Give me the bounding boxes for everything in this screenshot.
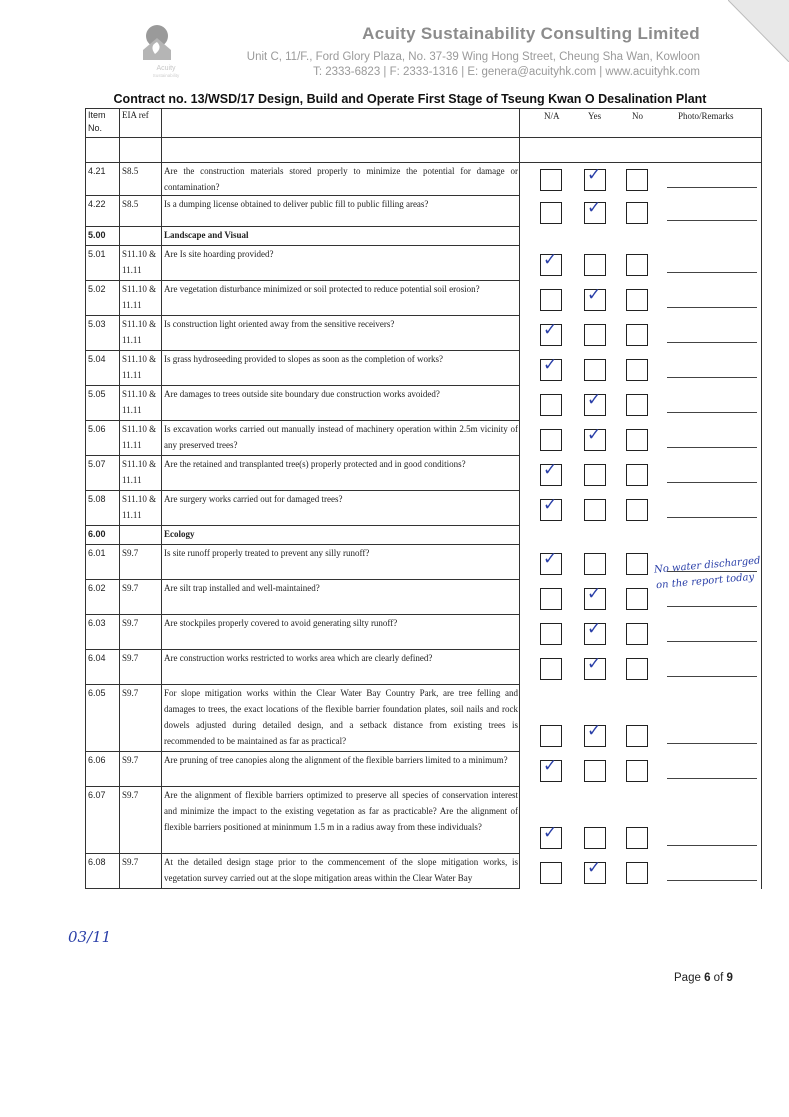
requirement-text xyxy=(162,281,520,316)
table-row xyxy=(86,456,762,491)
item-number-text: 5.00 xyxy=(88,230,106,240)
requirement-text xyxy=(162,650,520,685)
eia-ref-text: S11.10 & 11.11 xyxy=(122,354,157,380)
status-cell xyxy=(520,685,762,752)
item-number-text: 5.03 xyxy=(88,319,106,329)
page-total: 9 xyxy=(726,972,733,984)
table-spacer-row xyxy=(86,138,762,163)
status-cell xyxy=(520,854,762,889)
requirement-text-content: Are the construction materials stored properly to minimize the potential for damage or contamination? xyxy=(164,166,518,192)
requirement-text-content: Landscape and Visual xyxy=(164,230,249,240)
col-header-status xyxy=(520,109,762,138)
item-number xyxy=(86,685,120,752)
col-header-item-label: Item No. xyxy=(88,110,106,133)
requirement-text-content: Are damages to trees outside site boundary due construction works avoided? xyxy=(164,389,440,399)
requirement-text xyxy=(162,421,520,456)
eia-ref-text: S11.10 & 11.11 xyxy=(122,249,157,275)
requirement-text xyxy=(162,752,520,787)
checkbox-no[interactable] xyxy=(626,725,648,747)
item-number xyxy=(86,650,120,685)
checkbox-yes[interactable] xyxy=(584,827,606,849)
eia-ref xyxy=(120,787,162,854)
eia-ref xyxy=(120,386,162,421)
checkbox-no[interactable] xyxy=(626,760,648,782)
check-mark-icon: ✓ xyxy=(587,197,602,218)
company-name: Acuity Sustainability Consulting Limited xyxy=(362,24,700,43)
checkbox-no[interactable] xyxy=(626,499,648,521)
eia-ref-text: S9.7 xyxy=(122,618,139,628)
requirement-text xyxy=(162,580,520,615)
remarks-line xyxy=(667,676,757,677)
col-header-yes: Yes xyxy=(588,111,602,121)
requirement-text-content: Is construction light oriented away from the sensitive receivers? xyxy=(164,319,395,329)
section-row xyxy=(86,526,762,545)
item-number xyxy=(86,163,120,196)
item-number-text: 6.08 xyxy=(88,857,106,867)
eia-ref-text: S9.7 xyxy=(122,857,139,867)
requirement-text xyxy=(162,685,520,752)
table-row xyxy=(86,787,762,854)
checkbox-na[interactable] xyxy=(540,429,562,451)
item-number-text: 5.05 xyxy=(88,389,106,399)
status-cell xyxy=(520,456,762,491)
requirement-text-content: Are pruning of tree canopies along the alignment of the flexible barriers limited to a minimum? xyxy=(164,755,508,765)
page-number xyxy=(674,972,733,984)
status-cell xyxy=(520,421,762,456)
eia-ref xyxy=(120,316,162,351)
checkbox-na[interactable] xyxy=(540,588,562,610)
checkbox-yes[interactable] xyxy=(584,653,606,680)
requirement-text xyxy=(162,615,520,650)
checkbox-yes[interactable] xyxy=(584,553,606,575)
item-number-text: 5.08 xyxy=(88,494,106,504)
col-header-na: N/A xyxy=(544,111,560,121)
requirement-text xyxy=(162,456,520,491)
eia-ref xyxy=(120,246,162,281)
requirement-text-content: Are the alignment of flexible barriers optimized to preserve all species of conservation interest and minimize the impact to the existing vegetation as far as practicable? Are the alignment of flexible barriers positioned at mininmum 1.5 m in a radius away from these individuals? xyxy=(164,790,518,832)
page-current: 6 xyxy=(704,972,711,984)
eia-ref xyxy=(120,854,162,889)
item-number-text: 4.21 xyxy=(88,166,106,176)
checkbox-yes[interactable] xyxy=(584,389,606,416)
eia-ref-text: S11.10 & 11.11 xyxy=(122,319,157,345)
check-mark-icon: ✓ xyxy=(543,822,558,843)
item-number xyxy=(86,752,120,787)
item-number-text: 6.05 xyxy=(88,688,106,698)
check-mark-icon: ✓ xyxy=(543,354,558,375)
check-mark-icon: ✓ xyxy=(543,459,558,480)
item-number-text: 5.07 xyxy=(88,459,106,469)
item-number-text: 6.01 xyxy=(88,548,106,558)
checkbox-yes[interactable] xyxy=(584,583,606,610)
remarks-line xyxy=(667,482,757,483)
status-cell xyxy=(520,227,762,246)
eia-ref xyxy=(120,685,162,752)
item-number xyxy=(86,227,120,246)
page-label: Page xyxy=(674,972,701,984)
item-number xyxy=(86,456,120,491)
remarks-line xyxy=(667,342,757,343)
col-header-item xyxy=(86,109,120,138)
requirement-text xyxy=(162,196,520,227)
handwritten-remark-6-01-line2: on the report today xyxy=(655,571,755,592)
eia-ref xyxy=(120,752,162,787)
checkbox-no[interactable] xyxy=(626,254,648,276)
remarks-line xyxy=(667,307,757,308)
item-number-text: 6.06 xyxy=(88,755,106,765)
page-corner-fold xyxy=(728,0,789,62)
remarks-line xyxy=(667,220,757,221)
requirement-text-content: Is a dumping license obtained to deliver public fill to public filling areas? xyxy=(164,199,429,209)
eia-ref-text: S11.10 & 11.11 xyxy=(122,494,157,520)
checkbox-no[interactable] xyxy=(626,827,648,849)
requirement-text xyxy=(162,787,520,854)
item-number-text: 5.04 xyxy=(88,354,106,364)
checkbox-na[interactable] xyxy=(540,755,562,782)
requirement-text xyxy=(162,246,520,281)
item-number-text: 4.22 xyxy=(88,199,106,209)
table-row xyxy=(86,615,762,650)
table-row xyxy=(86,650,762,685)
eia-ref xyxy=(120,456,162,491)
item-number xyxy=(86,316,120,351)
requirement-text-content: Is grass hydroseeding provided to slopes as soon as the completion of works? xyxy=(164,354,443,364)
eia-ref xyxy=(120,281,162,316)
requirement-text xyxy=(162,163,520,196)
remarks-line xyxy=(667,641,757,642)
item-number-text: 6.02 xyxy=(88,583,106,593)
table-row xyxy=(86,351,762,386)
status-cell xyxy=(520,163,762,196)
eia-ref-text: S11.10 & 11.11 xyxy=(122,459,157,485)
table-row xyxy=(86,281,762,316)
checkbox-na[interactable] xyxy=(540,249,562,276)
check-mark-icon: ✓ xyxy=(587,857,602,878)
checkbox-na[interactable] xyxy=(540,354,562,381)
contract-title: Contract no. 13/WSD/17 Design, Build and Operate First Stage of Tseung Kwan O Desalination Plant xyxy=(113,92,707,106)
eia-ref-text: S11.10 & 11.11 xyxy=(122,389,157,415)
table-row xyxy=(86,752,762,787)
requirement-text xyxy=(162,491,520,526)
checkbox-yes[interactable] xyxy=(584,197,606,224)
spacer-cell xyxy=(86,138,120,163)
remarks-line xyxy=(667,880,757,881)
spacer-cell xyxy=(120,138,162,163)
checkbox-yes[interactable] xyxy=(584,284,606,311)
checkbox-na[interactable] xyxy=(540,862,562,884)
eia-ref xyxy=(120,526,162,545)
svg-text:Sustainability: Sustainability xyxy=(152,73,180,78)
table-row xyxy=(86,196,762,227)
company-logo xyxy=(135,16,197,78)
status-cell xyxy=(520,787,762,854)
item-number xyxy=(86,545,120,580)
eia-ref-text: S11.10 & 11.11 xyxy=(122,284,157,310)
item-number-text: 5.01 xyxy=(88,249,106,259)
svg-text:Acuity: Acuity xyxy=(156,65,176,72)
check-mark-icon: ✓ xyxy=(543,755,558,776)
remarks-line xyxy=(667,272,757,273)
checkbox-na[interactable] xyxy=(540,725,562,747)
checkbox-na[interactable] xyxy=(540,623,562,645)
checkbox-no[interactable] xyxy=(626,202,648,224)
spacer-cell xyxy=(520,138,762,163)
status-cell xyxy=(520,316,762,351)
requirement-text-content: Are Is site hoarding provided? xyxy=(164,249,274,259)
requirement-text xyxy=(162,545,520,580)
checkbox-yes[interactable] xyxy=(584,324,606,346)
requirement-text-content: Are construction works restricted to works area which are clearly defined? xyxy=(164,653,433,663)
checkbox-na[interactable] xyxy=(540,822,562,849)
checkbox-na[interactable] xyxy=(540,169,562,191)
status-cell xyxy=(520,615,762,650)
eia-ref-text: S9.7 xyxy=(122,653,139,663)
handwritten-remark-6-01-line1: No water discharged xyxy=(653,555,761,576)
requirement-text-content: Is excavation works carried out manually instead of machinery operation within 2.5m vicinity of any preserved trees? xyxy=(164,424,518,450)
remarks-line xyxy=(667,412,757,413)
requirement-text-content: At the detailed design stage prior to the commencement of the slope mitigation works, is vegetation survey carried out at the slope mitigation areas within the Clear Water Bay xyxy=(164,857,518,883)
checkbox-yes[interactable] xyxy=(584,760,606,782)
checkbox-na[interactable] xyxy=(540,548,562,575)
item-number xyxy=(86,386,120,421)
item-number xyxy=(86,526,120,545)
item-number xyxy=(86,196,120,227)
checkbox-no[interactable] xyxy=(626,658,648,680)
check-mark-icon: ✓ xyxy=(543,319,558,340)
remarks-line xyxy=(667,447,757,448)
col-header-no: No xyxy=(632,111,643,121)
checkbox-na[interactable] xyxy=(540,289,562,311)
table-row xyxy=(86,685,762,752)
item-number xyxy=(86,421,120,456)
item-number-text: 6.04 xyxy=(88,653,106,663)
check-mark-icon: ✓ xyxy=(543,548,558,569)
item-number xyxy=(86,351,120,386)
eia-ref xyxy=(120,650,162,685)
eia-ref xyxy=(120,615,162,650)
remarks-line xyxy=(667,187,757,188)
requirement-text-content: For slope mitigation works within the Clear Water Bay Country Park, are tree felling and damages to trees, the exact locations of the flexible barrier foundation plates, soil nails and rock dowels adjusted during detailed design, and a setback distance from existing trees is recommended to be maintained as far as practical? xyxy=(164,688,518,746)
checkbox-no[interactable] xyxy=(626,553,648,575)
checkbox-yes[interactable] xyxy=(584,618,606,645)
col-header-remarks: Photo/Remarks xyxy=(678,111,734,121)
remarks-line xyxy=(667,377,757,378)
remarks-line xyxy=(667,606,757,607)
status-cell xyxy=(520,491,762,526)
status-cell xyxy=(520,246,762,281)
checkbox-no[interactable] xyxy=(626,169,648,191)
table-row xyxy=(86,386,762,421)
eia-ref xyxy=(120,580,162,615)
table-row xyxy=(86,491,762,526)
checkbox-yes[interactable] xyxy=(584,857,606,884)
requirement-text-content: Are stockpiles properly covered to avoid generating silty runoff? xyxy=(164,618,398,628)
status-cell xyxy=(520,351,762,386)
checkbox-no[interactable] xyxy=(626,429,648,451)
status-cell xyxy=(520,650,762,685)
checkbox-yes[interactable] xyxy=(584,359,606,381)
requirement-text xyxy=(162,386,520,421)
item-number xyxy=(86,580,120,615)
house-leaf-logo-icon xyxy=(135,16,197,78)
eia-ref-text: S9.7 xyxy=(122,790,139,800)
remarks-line xyxy=(667,517,757,518)
check-mark-icon: ✓ xyxy=(587,424,602,445)
eia-ref-text: S9.7 xyxy=(122,583,139,593)
checkbox-na[interactable] xyxy=(540,494,562,521)
eia-ref-text: S11.10 & 11.11 xyxy=(122,424,157,450)
requirement-text xyxy=(162,316,520,351)
spacer-cell xyxy=(162,138,520,163)
company-address-block xyxy=(200,50,700,80)
requirement-text xyxy=(162,526,520,545)
checkbox-yes[interactable] xyxy=(584,424,606,451)
remarks-line xyxy=(667,845,757,846)
table-row xyxy=(86,421,762,456)
check-mark-icon: ✓ xyxy=(587,618,602,639)
eia-ref xyxy=(120,351,162,386)
status-cell xyxy=(520,386,762,421)
requirement-text-content: Is site runoff properly treated to prevent any silly runoff? xyxy=(164,548,370,558)
item-number xyxy=(86,787,120,854)
requirement-text-content: Are silt trap installed and well-maintained? xyxy=(164,583,320,593)
eia-ref-text: S9.7 xyxy=(122,548,139,558)
checkbox-yes[interactable] xyxy=(584,499,606,521)
checkbox-no[interactable] xyxy=(626,464,648,486)
table-row xyxy=(86,246,762,281)
table-row xyxy=(86,316,762,351)
eia-ref xyxy=(120,163,162,196)
eia-ref xyxy=(120,545,162,580)
checkbox-na[interactable] xyxy=(540,202,562,224)
checkbox-na[interactable] xyxy=(540,319,562,346)
check-mark-icon: ✓ xyxy=(587,284,602,305)
eia-ref xyxy=(120,421,162,456)
check-mark-icon: ✓ xyxy=(587,389,602,410)
remarks-line xyxy=(667,743,757,744)
requirement-text xyxy=(162,351,520,386)
item-number xyxy=(86,246,120,281)
checkbox-no[interactable] xyxy=(626,862,648,884)
item-number-text: 6.03 xyxy=(88,618,106,628)
item-number xyxy=(86,854,120,889)
table-row xyxy=(86,163,762,196)
checkbox-no[interactable] xyxy=(626,289,648,311)
status-cell xyxy=(520,281,762,316)
col-header-eia xyxy=(120,109,162,138)
checkbox-yes[interactable] xyxy=(584,464,606,486)
checklist-table xyxy=(85,108,762,889)
item-number-text: 5.02 xyxy=(88,284,106,294)
requirement-text-content: Are the retained and transplanted tree(s) properly protected and in good conditions? xyxy=(164,459,466,469)
status-cell xyxy=(520,526,762,545)
eia-ref xyxy=(120,196,162,227)
requirement-text xyxy=(162,227,520,246)
checkbox-na[interactable] xyxy=(540,658,562,680)
item-number-text: 5.06 xyxy=(88,424,106,434)
checkbox-na[interactable] xyxy=(540,459,562,486)
page-of: of xyxy=(713,972,724,984)
check-mark-icon: ✓ xyxy=(587,720,602,741)
check-mark-icon: ✓ xyxy=(587,165,602,185)
eia-ref xyxy=(120,227,162,246)
checkbox-no[interactable] xyxy=(626,588,648,610)
requirement-text xyxy=(162,854,520,889)
company-contact: T: 2333-6823 | F: 2333-1316 | E: genera@acuityhk.com | www.acuityhk.com xyxy=(313,66,700,78)
section-row xyxy=(86,227,762,246)
checkbox-yes[interactable] xyxy=(584,165,606,191)
requirement-text-content: Are surgery works carried out for damaged trees? xyxy=(164,494,343,504)
requirement-text-content: Are vegetation disturbance minimized or soil protected to reduce potential soil erosion? xyxy=(164,284,480,294)
eia-ref-text: S9.7 xyxy=(122,688,139,698)
remarks-line xyxy=(667,778,757,779)
status-cell xyxy=(520,196,762,227)
company-address: Unit C, 11/F., Ford Glory Plaza, No. 37-39 Wing Hong Street, Cheung Sha Wan, Kowloon xyxy=(246,51,700,63)
handwritten-date-note: 03/11 xyxy=(68,928,112,946)
table-header-row xyxy=(86,109,762,138)
item-number xyxy=(86,491,120,526)
item-number-text: 6.07 xyxy=(88,790,106,800)
check-mark-icon: ✓ xyxy=(543,249,558,270)
eia-ref xyxy=(120,491,162,526)
checkbox-no[interactable] xyxy=(626,623,648,645)
checkbox-yes[interactable] xyxy=(584,720,606,747)
checkbox-na[interactable] xyxy=(540,394,562,416)
checkbox-no[interactable] xyxy=(626,324,648,346)
col-header-description xyxy=(162,109,520,138)
item-number-text: 6.00 xyxy=(88,529,106,539)
checkbox-no[interactable] xyxy=(626,394,648,416)
checkbox-no[interactable] xyxy=(626,359,648,381)
item-number xyxy=(86,281,120,316)
table-row xyxy=(86,854,762,889)
eia-ref-text: S8.5 xyxy=(122,166,139,176)
eia-ref-text: S9.7 xyxy=(122,755,139,765)
requirement-text-content: Ecology xyxy=(164,529,195,539)
check-mark-icon: ✓ xyxy=(587,583,602,604)
eia-ref-text: S8.5 xyxy=(122,199,139,209)
checkbox-yes[interactable] xyxy=(584,254,606,276)
check-mark-icon: ✓ xyxy=(587,653,602,674)
status-cell xyxy=(520,752,762,787)
item-number xyxy=(86,615,120,650)
check-mark-icon: ✓ xyxy=(543,494,558,515)
col-header-eia-label: EIA ref xyxy=(122,110,149,120)
